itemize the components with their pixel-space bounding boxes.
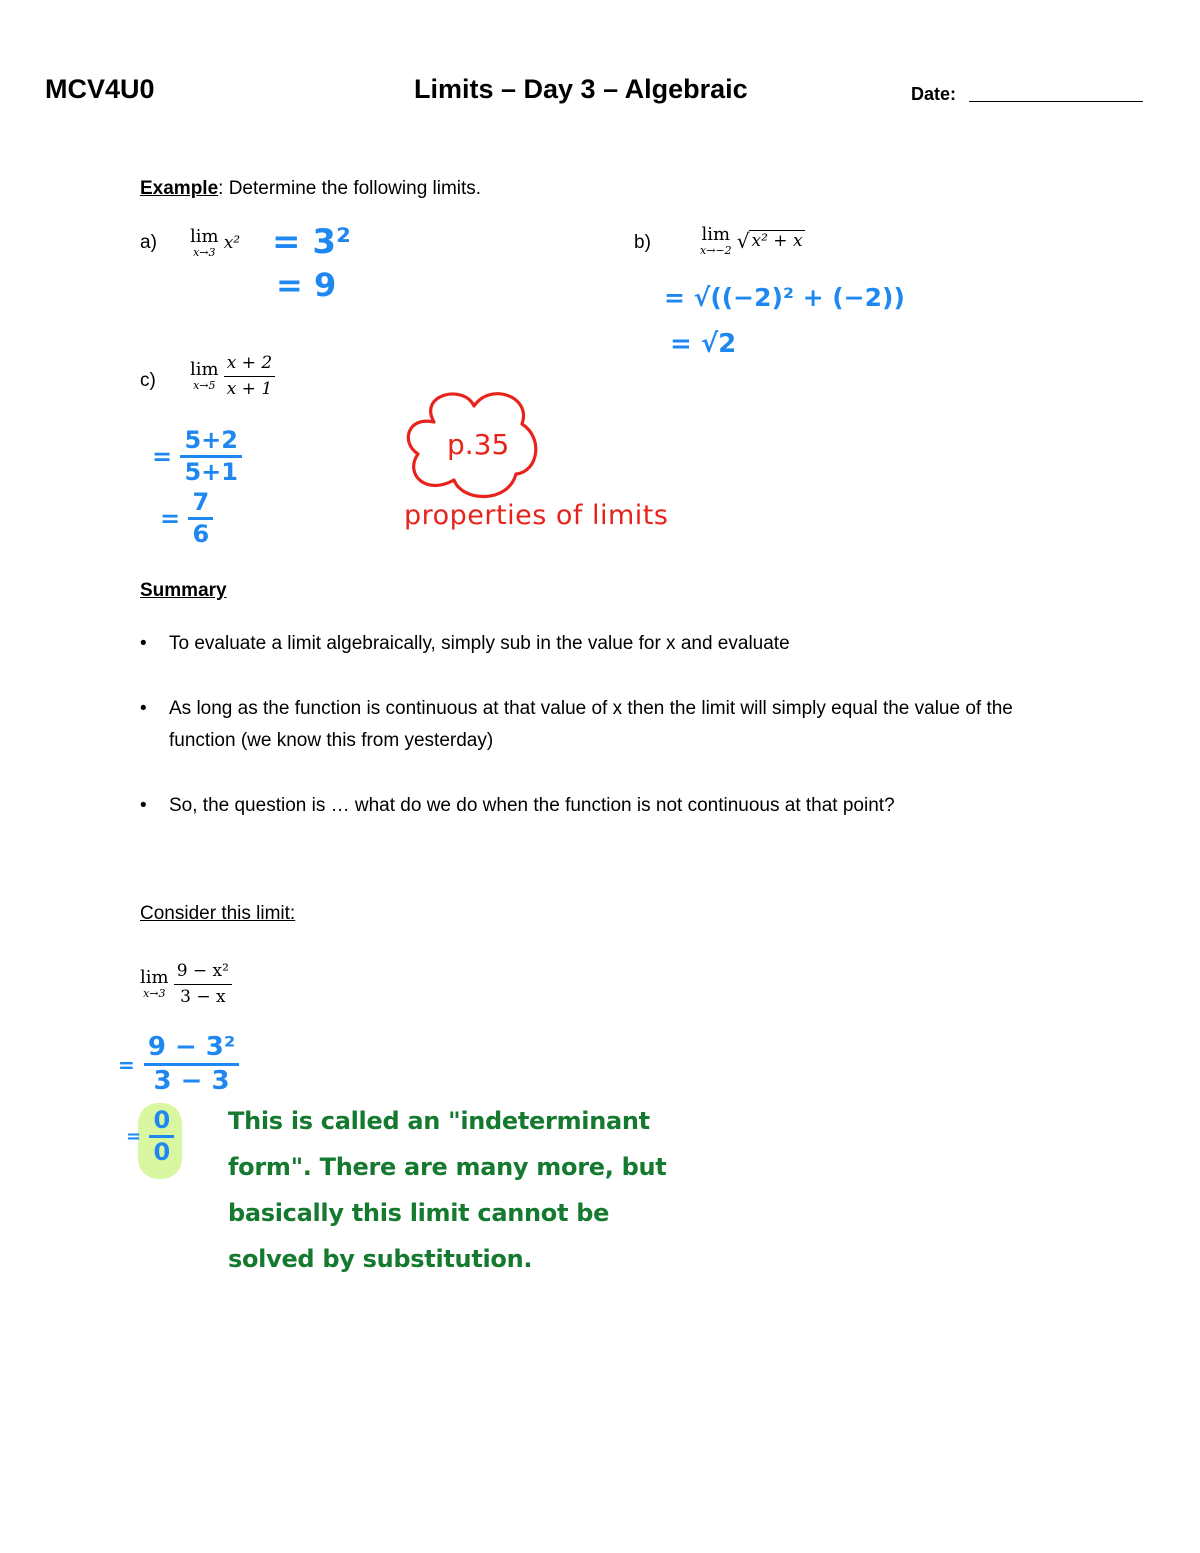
consider-work-1-fraction: $\frac{\text{9 − 3²}}{3 - 3}$ [144,1034,239,1096]
part-c-expression [190,354,275,398]
consider-work-2-fraction: $\frac{0}{0}$ [149,1108,174,1165]
list-item: • To evaluate a limit algebraically, simply sub in the value for x and evaluate [140,628,1040,660]
part-c-label: c) [140,370,156,391]
consider-fraction: $\frac{\text{9 − x²}}{3 - x}$ [174,962,232,1006]
part-b-expression: lim x→−2 √ x² + x [700,224,803,257]
explanation-line: form". There are many more, but [228,1153,667,1181]
part-a-label: a) [140,232,157,253]
bullet-icon: • [140,795,147,816]
limit-operator: lim x→−2 [700,224,732,257]
part-c-work-1: = $\frac{5+2}{5+1}$ [152,428,242,485]
consider-expression [140,962,232,1006]
part-b-label: b) [634,232,651,253]
part-c-work-2: = $\frac{7}{6}$ [160,490,213,547]
summary-title: Summary [140,580,227,601]
part-b-work-2: = √2 [670,329,737,359]
example-instruction-text: : Determine the following limits. [218,178,482,199]
course-code: MCV4U0 [45,74,155,104]
consider-title: Consider this limit: [140,903,296,924]
summary-list [140,628,1040,855]
page-reference: p.35 [447,428,510,461]
part-a-work-2: = 9 [276,266,337,304]
part-c-work-1-fraction: $\frac{5+2}{5+1}$ [180,428,242,485]
indeterminate-explanation [228,1098,666,1282]
limit-operator: lim x→3 [190,226,219,259]
date-line [969,101,1143,102]
consider-work-2: = $\frac{0}{0}$ [126,1108,174,1165]
date-label: Date: [911,84,957,104]
part-b-work-1: = √((−2)² + (−2)) [664,283,905,312]
sqrt-sign: √ [736,229,750,253]
limit-operator: lim x→3 [140,967,169,1001]
bullet-icon: • [140,633,147,654]
part-a-work-1: = 3² [272,222,351,262]
explanation-line: basically this limit cannot be [228,1199,610,1227]
part-a-expression: lim x→3 x² [190,226,241,259]
example-instruction [140,178,481,200]
part-c-fraction: $\frac{x + 2}{x + 1}$ [224,354,275,398]
list-item: • As long as the function is continuous at that value of x then the limit will simply equal the value of the function (we know this from yesterday) [140,693,1040,757]
limit-operator: lim x→5 [190,359,219,393]
part-c-work-2-fraction: $\frac{7}{6}$ [188,490,213,547]
consider-work-1: = $\frac{\text{9 − 3²}}{3 - 3}$ [118,1034,239,1096]
explanation-line: solved by substitution. [228,1245,533,1273]
explanation-line: This is called an "indeterminant [228,1107,650,1135]
bullet-icon: • [140,698,147,719]
page-title: Limits – Day 3 – Algebraic [414,74,748,104]
note-caption: properties of limits [404,500,669,531]
list-item: • So, the question is … what do we do when the function is not continuous at that point? [140,790,1040,822]
example-label: Example [140,178,219,199]
